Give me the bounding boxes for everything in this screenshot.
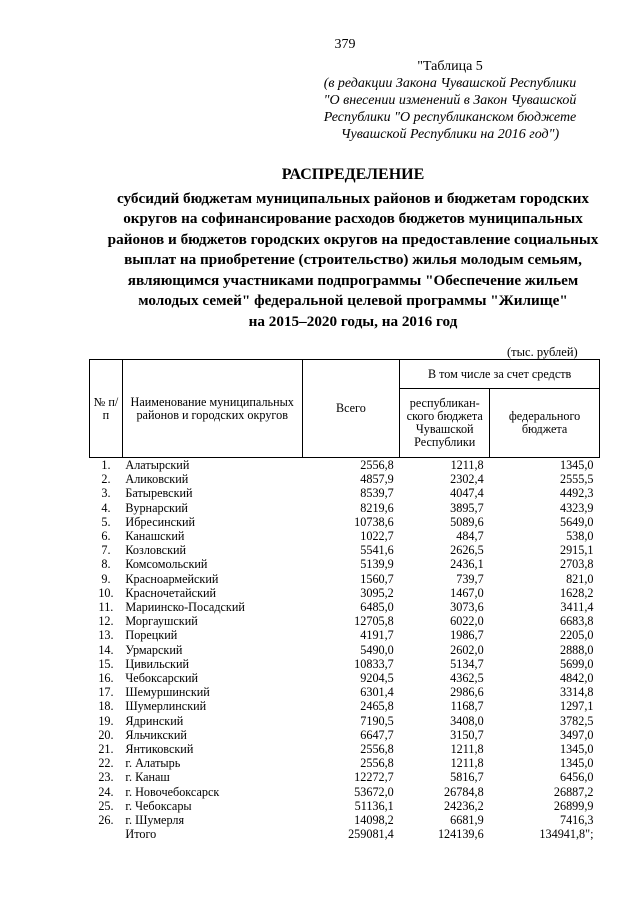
row-republican: 3073,6 bbox=[450, 600, 484, 615]
row-federal: 1345,0 bbox=[559, 458, 594, 472]
row-number: 23. bbox=[98, 770, 114, 785]
heading-line: на 2015–2020 годы, на 2016 год bbox=[248, 312, 458, 330]
row-number: 18. bbox=[98, 699, 114, 714]
table-row bbox=[90, 543, 600, 557]
row-total: 3095,2 bbox=[360, 585, 394, 600]
table-body bbox=[90, 458, 600, 842]
row-total: 10833,7 bbox=[354, 656, 394, 671]
row-republican: 6022,0 bbox=[450, 614, 484, 629]
row-number bbox=[90, 827, 123, 841]
row-republican: 1211,8 bbox=[450, 458, 484, 472]
row-federal: 2888,0 bbox=[559, 642, 594, 657]
heading-main: РАСПРЕДЕЛЕНИЕ bbox=[281, 166, 425, 183]
row-name: Шемуршинский bbox=[125, 685, 210, 700]
header-republican: республикан-ского бюджета Чувашской Республики bbox=[400, 389, 490, 458]
row-total: 4857,9 bbox=[360, 472, 394, 487]
row-total: 1022,7 bbox=[360, 529, 394, 544]
note-line: Чувашской Республики на 2016 год") bbox=[340, 127, 560, 142]
row-republican: 4362,5 bbox=[450, 671, 484, 686]
row-republican: 3408,0 bbox=[450, 713, 484, 728]
row-federal: 7416,3 bbox=[559, 813, 594, 828]
row-number: 3. bbox=[101, 486, 111, 501]
row-total: 2556,8 bbox=[360, 458, 394, 472]
row-republican: 5089,6 bbox=[450, 514, 484, 529]
header-federal: федерального бюджета bbox=[490, 389, 600, 458]
table-row bbox=[90, 728, 600, 742]
row-total: 51136,1 bbox=[354, 798, 394, 813]
row-total: 2465,8 bbox=[360, 699, 394, 714]
row-total: 2556,8 bbox=[360, 756, 394, 771]
table-row bbox=[90, 486, 600, 500]
table-row bbox=[90, 685, 600, 699]
heading-line: молодых семей" федеральной целевой программы "Жилище" bbox=[138, 292, 568, 309]
row-name: Аликовский bbox=[125, 472, 189, 487]
table-row bbox=[90, 699, 600, 713]
row-name: Красночетайский bbox=[125, 585, 217, 600]
row-name: г. Шумерля bbox=[125, 813, 185, 828]
note-line: "О внесении изменений в Закон Чувашской bbox=[323, 93, 577, 108]
row-republican: 2626,5 bbox=[450, 543, 484, 558]
row-federal: 26887,2 bbox=[553, 784, 594, 799]
row-total: 6301,4 bbox=[360, 685, 394, 700]
row-number: 11. bbox=[98, 600, 114, 615]
row-name: Порецкий bbox=[125, 628, 178, 643]
row-republican: 1211,8 bbox=[450, 756, 484, 771]
row-republican: 2436,1 bbox=[450, 557, 484, 572]
row-number: 20. bbox=[98, 727, 114, 742]
row-total: 5139,9 bbox=[360, 557, 394, 572]
row-republican: 24236,2 bbox=[444, 798, 484, 813]
row-number: 2. bbox=[101, 472, 111, 487]
row-number: 19. bbox=[98, 713, 114, 728]
row-federal: 3782,5 bbox=[559, 713, 594, 728]
row-federal: 1345,0 bbox=[559, 742, 594, 757]
row-name: Яльчикский bbox=[125, 727, 187, 742]
row-federal: 2205,0 bbox=[559, 628, 594, 643]
row-name: Козловский bbox=[125, 543, 187, 558]
row-federal: 5649,0 bbox=[559, 514, 594, 529]
row-number: 5. bbox=[101, 514, 111, 529]
row-total: 12705,8 bbox=[354, 614, 394, 629]
heading-line: районов и бюджетов городских округов на предоставление социальных bbox=[107, 230, 599, 248]
row-number: 17. bbox=[98, 685, 114, 700]
table-row bbox=[90, 813, 600, 827]
row-name: Шумерлинский bbox=[125, 699, 207, 714]
row-federal: 2915,1 bbox=[559, 543, 594, 558]
header-group: В том числе за счет средств bbox=[400, 360, 600, 389]
document-heading bbox=[90, 165, 616, 332]
row-federal: 4323,9 bbox=[559, 500, 594, 515]
row-total: 53672,0 bbox=[354, 784, 394, 799]
note-line: (в редакции Закона Чувашской Республики bbox=[323, 76, 577, 91]
row-republican: 4047,4 bbox=[450, 486, 484, 501]
row-name: Ядринский bbox=[125, 713, 184, 728]
table-row bbox=[90, 827, 600, 841]
row-total: 8219,6 bbox=[360, 500, 394, 515]
row-federal: 134941,8"; bbox=[539, 827, 594, 842]
row-republican: 1168,7 bbox=[450, 699, 484, 714]
row-republican: 739,7 bbox=[456, 571, 484, 586]
table-row bbox=[90, 785, 600, 799]
row-total: 2556,8 bbox=[360, 742, 394, 757]
row-total: 9204,5 bbox=[360, 671, 394, 686]
table-row bbox=[90, 586, 600, 600]
row-federal: 26899,9 bbox=[553, 798, 594, 813]
row-federal: 6683,8 bbox=[559, 614, 594, 629]
table-row bbox=[90, 770, 600, 784]
row-name: Канашский bbox=[125, 529, 185, 544]
table-row bbox=[90, 742, 600, 756]
header-num: № п/п bbox=[90, 360, 123, 458]
row-federal: 3497,0 bbox=[559, 727, 594, 742]
heading-line: выплат на приобретение (строительство) жилья молодым семьям, bbox=[124, 251, 582, 268]
table-row bbox=[90, 756, 600, 770]
row-republican: 484,7 bbox=[456, 529, 484, 544]
row-number: 4. bbox=[101, 500, 111, 515]
row-name: Батыревский bbox=[125, 486, 193, 501]
row-name: Урмарский bbox=[125, 642, 183, 657]
table-row bbox=[90, 472, 600, 486]
row-name: г. Чебоксары bbox=[125, 798, 192, 813]
table-row bbox=[90, 529, 600, 543]
row-total: 10738,6 bbox=[354, 514, 394, 529]
row-federal: 4492,3 bbox=[559, 486, 594, 501]
row-number: 15. bbox=[98, 656, 114, 671]
row-total: 4191,7 bbox=[360, 628, 394, 643]
row-number: 7. bbox=[101, 543, 111, 558]
row-republican: 1211,8 bbox=[450, 742, 484, 757]
row-total: 259081,4 bbox=[348, 827, 394, 842]
row-name: Мариинско-Посадский bbox=[125, 600, 245, 615]
table-note bbox=[300, 58, 600, 143]
row-name: Цивильский bbox=[125, 656, 190, 671]
row-name: Красноармейский bbox=[125, 571, 219, 586]
row-number: 16. bbox=[98, 671, 114, 686]
row-number: 6. bbox=[101, 529, 111, 544]
table-row bbox=[90, 501, 600, 515]
row-federal: 4842,0 bbox=[559, 671, 594, 686]
row-republican: 124139,6 bbox=[437, 827, 484, 842]
row-number: 10. bbox=[98, 585, 114, 600]
row-total: 12272,7 bbox=[354, 770, 394, 785]
row-name: Комсомольский bbox=[125, 557, 208, 572]
table-row bbox=[90, 572, 600, 586]
row-number: 22. bbox=[98, 756, 114, 771]
row-total: 6647,7 bbox=[360, 727, 394, 742]
row-name: Вурнарский bbox=[125, 500, 188, 515]
table-row bbox=[90, 600, 600, 614]
row-total: 5541,6 bbox=[360, 543, 394, 558]
row-republican: 2602,0 bbox=[450, 642, 484, 657]
row-name: г. Алатырь bbox=[125, 756, 181, 771]
row-republican: 3895,7 bbox=[450, 500, 484, 515]
row-republican: 2302,4 bbox=[450, 472, 484, 487]
row-federal: 3314,8 bbox=[559, 685, 594, 700]
row-total: 5490,0 bbox=[360, 642, 394, 657]
heading-line: округов на софинансирование расходов бюджетов муниципальных bbox=[123, 210, 583, 227]
row-federal: 2555,5 bbox=[559, 472, 594, 487]
row-total: 14098,2 bbox=[354, 813, 394, 828]
row-name: г. Канаш bbox=[125, 770, 170, 785]
row-federal: 1297,1 bbox=[559, 699, 594, 714]
row-number: 24. bbox=[98, 784, 114, 799]
row-number: 1. bbox=[101, 458, 111, 472]
row-number: 13. bbox=[98, 628, 114, 643]
row-number: 14. bbox=[98, 642, 114, 657]
row-republican: 5134,7 bbox=[450, 656, 484, 671]
row-number: 9. bbox=[101, 571, 111, 586]
row-republican: 1467,0 bbox=[450, 585, 484, 600]
row-republican: 5816,7 bbox=[450, 770, 484, 785]
header-total: Всего bbox=[302, 360, 400, 458]
row-total: 1560,7 bbox=[360, 571, 394, 586]
table-row bbox=[90, 657, 600, 671]
row-federal: 1345,0 bbox=[559, 756, 594, 771]
row-republican: 1986,7 bbox=[450, 628, 484, 643]
table-row bbox=[90, 614, 600, 628]
row-name: Янтиковский bbox=[125, 742, 194, 757]
page-number: 379 bbox=[334, 37, 356, 52]
row-federal: 3411,4 bbox=[560, 600, 594, 615]
row-name: Ибресинский bbox=[125, 514, 196, 529]
row-name: Алатырский bbox=[125, 458, 190, 472]
row-total: 7190,5 bbox=[360, 713, 394, 728]
table-row bbox=[90, 557, 600, 571]
table-row bbox=[90, 799, 600, 813]
row-republican: 6681,9 bbox=[450, 813, 484, 828]
row-federal: 6456,0 bbox=[559, 770, 594, 785]
note-line: Республики "О республиканском бюджете bbox=[323, 110, 577, 125]
row-number: 26. bbox=[98, 813, 114, 828]
row-federal: 538,0 bbox=[566, 529, 594, 544]
row-federal: 1628,2 bbox=[559, 585, 594, 600]
row-name: Чебоксарский bbox=[125, 671, 199, 686]
table-row bbox=[90, 628, 600, 642]
row-number: 25. bbox=[98, 798, 114, 813]
table-row bbox=[90, 643, 600, 657]
heading-line: являющимся участниками подпрограммы "Обеспечение жильем bbox=[127, 271, 579, 289]
row-name: Моргаушский bbox=[125, 614, 198, 629]
row-name: г. Новочебоксарск bbox=[125, 784, 220, 799]
row-total: 6485,0 bbox=[360, 600, 394, 615]
table-row bbox=[90, 671, 600, 685]
row-federal: 5699,0 bbox=[559, 656, 594, 671]
row-total: 8539,7 bbox=[360, 486, 394, 501]
table-row bbox=[90, 458, 600, 473]
row-name: Итого bbox=[125, 827, 157, 842]
row-federal: 821,0 bbox=[566, 571, 594, 586]
row-republican: 2986,6 bbox=[450, 685, 484, 700]
heading-line: субсидий бюджетам муниципальных районов и бюджетам городских bbox=[117, 189, 589, 207]
table-row bbox=[90, 714, 600, 728]
header-name: Наименование муниципальных районов и городских округов bbox=[122, 360, 302, 458]
subsidy-table bbox=[89, 359, 600, 841]
units-label: (тыс. рублей) bbox=[507, 345, 578, 359]
row-republican: 3150,7 bbox=[450, 727, 484, 742]
note-title: "Таблица 5 bbox=[417, 59, 483, 74]
row-number: 21. bbox=[98, 742, 114, 757]
table-row bbox=[90, 515, 600, 529]
row-republican: 26784,8 bbox=[444, 784, 484, 799]
row-number: 12. bbox=[98, 614, 114, 629]
row-federal: 2703,8 bbox=[559, 557, 594, 572]
row-number: 8. bbox=[101, 557, 111, 572]
